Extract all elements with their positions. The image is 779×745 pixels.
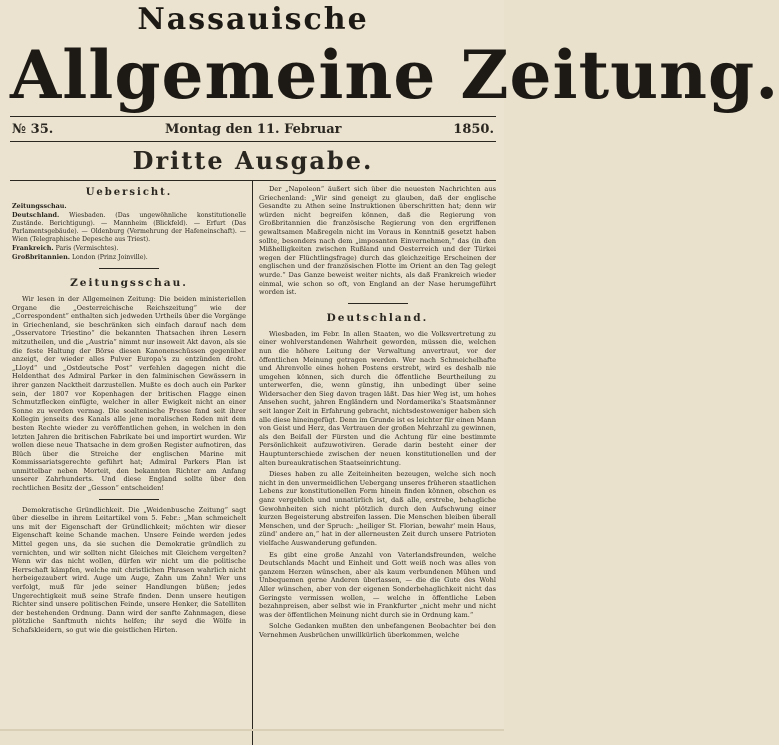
issue-date: Montag den 11. Februar bbox=[165, 121, 342, 137]
dateline bbox=[10, 117, 496, 141]
article-paragraph: Wiesbaden, im Febr. In allen Staaten, wo die Volksvertretung zu einer wohlverstandenen Wahrheit geworden, müssen die, welchen nun die höhere Leitung der Verwaltung anvertraut, vor der öffentlichen Meinung getragen werden. Wer nach Schmeichelhafte und Ahrenvolle eines hohen Postens erstrebt, wird es deshalb nie umgehen können, sich durch die öffentliche Beurtheilung zu unterwerfen, die, wenn günstig, ihn unbedingt über seine Widersacher den Sieg davon tragen läßt. Das hier Weg ist, um hohes Ansehen sucht, jahren Engländern und Nordamerika's Staatsmänner seit langer Zeit in Erfahrung gebracht, nichtsdestoweniger haben sich alle diese hineingefügt. Denn im Grunde ist es leichter für einen Mann von Geist und Herz, das Vertrauen der großen Mehrzahl zu gewinnen, als den Beifall der Fürsten und die Achtung für eine bestimmte Persönlichkeit aufzuwotiviren. Gerade darin besteht einer der Hauptunterschiede zwischen der neuen konstitutionellen und der alten bureaukratischen Staatseinrichtung. bbox=[259, 329, 496, 467]
issue-number: № 35. bbox=[12, 121, 54, 137]
page-edge bbox=[0, 729, 504, 731]
toc-item: Frankreich. Paris (Vermischtes). bbox=[12, 244, 119, 252]
article-paragraph: Dieses haben zu alle Zeiteinheiten bezeugen, welche sich noch nicht in den unvermeidlichen Uebergang unseres früheren staatlichen Lebens zur konstitutionellen Form hinein finden können, obschon es ganz vergeblich und unnatürlich ist, daß alle, erstrebe, behagliche Gewohnheiten sich nicht plötzlich durch den Aufschwung einer kurzen Begeisterung abstreifen lassen. Die Menschen bleiben überall Menschen, und der Spruch: „heiliger St. Florian, bewahr' mein Haus, zünd' andere an,“ hat in der allerneusten Zeit durch unsere Patrioten vielfache Auswanderung gefunden. bbox=[259, 470, 496, 547]
toc-item: Zeitungsschau. bbox=[12, 202, 67, 210]
divider bbox=[348, 303, 408, 304]
article-paragraph: Wir lesen in der Allgemeinen Zeitung: Die beiden ministeriellen Organe die „Oesterreichische Reichszeitung“ wie der „Correspondent“ enthalten sich jedweden Urtheils über die Vorgänge in Griechenland, sie beschränken sich einfach darauf nach dem „Osservatore Triestino“ die bekannten Thatsachen ihren Lesern mitzutheilen, und die „Austria“ nimmt nur insoweit Akt davon, als sie die feste Haltung der Börse diesen Kanonenschüssen gegenüber anzeigt, der wieder alles Pulver Europa's zu entzünden droht. „Lloyd“ und „Ostdeutsche Post“ verfehlen dagegen nicht die Heldenthat des Admiral Parker in den falminischen Gewässern in ihrer ganzen Nacktheit darzustellen. Mußte es doch auch ein Parker sein, der 1807 vor Kopenhagen der britischen Flagge einen Schmutzflecken einfügte, welcher in aller Ewigkeit nicht an einer Sonne zu werden vermag. Die soaltenische Presse fand seit ihrer Kollegin jenseits des Kanals alle jene moralischen Reden mit dem besten Rechte wieder zu veröffentlichen gehen, in welchen in den letzten Jahren die britischen Fabrikate bei und importirt wurden. Wir wollen diese neue Thatsache in dem großen Register aufnotiren, das Blüch über die Streiche der englischen Marine mit Kommissariatsgerechte geführt hat; Admiral Parkers Plan ist unmittelbar neben Morteit, den bekannten Richter am Anfang unserer Zahrhunderts. Und diese England sollte über den rechtlichen Besitz der „Gesson“ entscheiden! bbox=[12, 295, 246, 493]
toc-item: Deutschland. Wiesbaden. (Das ungewöhnliche konstitutionelle Zustände. Berichtigung). — Mannheim (Blickfeld). — Erfurt (Das Parlamentsgebäude). — Oldenburg (Vermehrung der Hafeneinschaft). — Wien (Telegraphische Depesche aus Triest). bbox=[12, 211, 246, 243]
masthead-line1: Nassauische bbox=[137, 2, 369, 37]
divider bbox=[99, 268, 159, 269]
divider bbox=[99, 499, 159, 500]
issue-year: 1850. bbox=[453, 121, 494, 137]
deutschland-heading: Deutschland. bbox=[326, 311, 429, 324]
article-paragraph: Demokratische Gründlichkeit. Die „Weidenbusche Zeitung“ sagt über dieselbe in ihrem Leitartikel vom 5. Febr.: „Man schmeichelt uns mit der Eigenschaft der Gründlichkeit; möchten wir dieser Eigenschaft keine Schande machen. Unsere Feinde werden jedes Mittel gegen uns, da sie suchen die Demokratie gründlich zu vernichten, und wir sollten nicht Gleiches mit Gleichem vergelten? Wenn wir das nicht wollen, dürfen wir nicht um die politische Herrschaft kämpfen, welche mit christlichen Phrasen wahrlich nicht herbeigezaubert wird. Auge um Auge, Zahn um Zahn! Wer uns verfolgt, muß für jede seiner Handlungen büßen; jedes Ungerechtigkeit muß seine Strafe finden. Denn unsere heutigen Richter sind unsere politischen Feinde, unsere Henker, die Satelliten der bestehenden Ordnung. Dann wird der sanfte Zahnmagen, diese plötzliche Sanftmuth nichts helfen; ihr seyd die Wölfe in Schafskleidern, so gut wie die geistlichen Hirten. bbox=[12, 505, 246, 634]
masthead-title: Allgemeine Zeitung. bbox=[10, 36, 779, 114]
article-paragraph: Solche Gedanken mußten den unbefangenen Beobachter bei den Vernehmen Ausbrüchen unwillkürlich überkommen, welche bbox=[259, 622, 496, 639]
article-paragraph: Der „Napoleon“ äußert sich über die neuesten Nachrichten aus Griechenland: „Wir sind geneigt zu glauben, daß der englische Gesandte zu Athen seine Instruktionen überschritten hat; denn wir würden nicht begreifen können, daß die Regierung von Großbritannien die französische Regierung von den ergriffenen gewaltsamen Maßregeln nicht im Voraus in Kenntniß gesetzt haben sollte, besonders nach dem „imposanten Einvernehmen,“ das (in den Mißhelligkeiten zwischen Rußland und Oesterreich und der Türkei wegen der Flüchtlingsfrage) durch das gleichzeitige Erscheinen der englischen und der französischen Flotte im Orient an den Tag gelegt wurde.“ Das Ganze beweist weiter nichts, als daß Frankreich wieder einmal, wie schon so oft, von England an der Nase herumgeführt worden ist. bbox=[259, 185, 496, 297]
article-paragraph: Es gibt eine große Anzahl von Vaterlandsfreunden, welche Deutschlands Macht und Einheit und Gott weiß noch was alles von ganzem Herzen wünschen, aber als kaum verbundenen Mühen und Unbequemen gerne Anderen überlassen, — die die Gute des Wohl Aller wünschen, aber von der eigenen Sonderbehaglichkeit nicht das Geringste vermissen wollen, — welche in öffentliche Leben bezahnpreisen, aber selbst wie in Frankfurter „nicht mehr und nicht was der öffentlichen Meinung nicht durch sie in Ordnung kam.“ bbox=[259, 550, 496, 619]
uebersicht-heading: Uebersicht. bbox=[85, 187, 173, 198]
toc-item: Großbritannien. London (Prinz Joinville). bbox=[12, 253, 148, 261]
right-column bbox=[253, 181, 496, 745]
zeitungsschau-heading: Zeitungsschau. bbox=[70, 277, 188, 289]
left-column bbox=[10, 181, 253, 745]
edition-title: Dritte Ausgabe. bbox=[132, 146, 374, 175]
columns bbox=[10, 180, 496, 745]
